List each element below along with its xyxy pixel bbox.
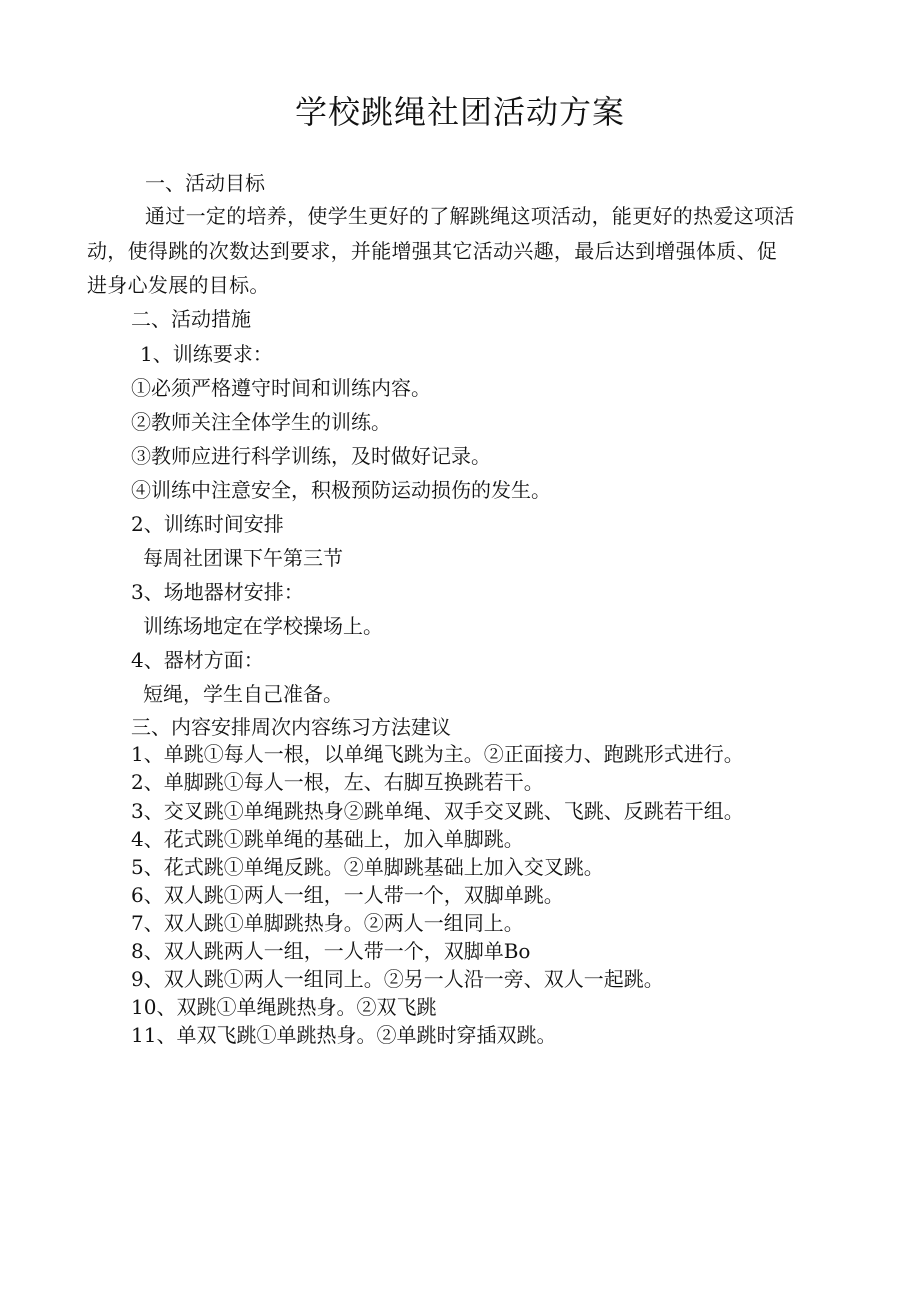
list-item: 9、双人跳①两人一组同上。②另一人沿一旁、双人一起跳。: [131, 967, 664, 991]
subsection-text: 每周社团课下午第三节: [143, 546, 343, 570]
list-item: 7、双人跳①单脚跳热身。②两人一组同上。: [131, 911, 524, 935]
list-item: 2、单脚跳①每人一根，左、右脚互换跳若干。: [131, 770, 544, 794]
subsection-text: 训练场地定在学校操场上。: [143, 614, 383, 638]
paragraph-line: 进身心发展的目标。: [87, 273, 270, 297]
list-item: 10、双跳①单绳跳热身。②双飞跳: [131, 995, 437, 1019]
subsection-heading: 3、场地器材安排：: [131, 580, 304, 604]
paragraph-line: 通过一定的培养，使学生更好的了解跳绳这项活动，能更好的热爱这项活: [145, 204, 795, 228]
list-item: 8、双人跳两人一组，一人带一个，双脚单Bo: [131, 939, 531, 963]
list-item: 11、单双飞跳①单跳热身。②单跳时穿插双跳。: [131, 1023, 557, 1047]
subsection-heading: 2、训练时间安排: [131, 512, 284, 536]
list-item: 3、交叉跳①单绳跳热身②跳单绳、双手交叉跳、飞跳、反跳若干组。: [131, 799, 744, 823]
list-item: 1、单跳①每人一根，以单绳飞跳为主。②正面接力、跑跳形式进行。: [131, 742, 744, 766]
section-heading-measures: 二、活动措施: [131, 307, 251, 331]
document-title: 学校跳绳社团活动方案: [294, 93, 625, 131]
list-item: 6、双人跳①两人一组，一人带一个，双脚单跳。: [131, 883, 564, 907]
subsection-text: 短绳，学生自己准备。: [143, 682, 343, 706]
list-item: ④训练中注意安全，积极预防运动损伤的发生。: [131, 478, 551, 502]
list-item: 4、花式跳①跳单绳的基础上，加入单脚跳。: [131, 827, 524, 851]
paragraph-line: 动，使得跳的次数达到要求，并能增强其它活动兴趣，最后达到增强体质、促: [87, 239, 778, 263]
subsection-heading: 4、器材方面：: [131, 648, 264, 672]
subsection-heading: 1、训练要求：: [140, 342, 273, 366]
list-item: ③教师应进行科学训练，及时做好记录。: [131, 444, 491, 468]
section-heading-content: 三、内容安排周次内容练习方法建议: [131, 715, 451, 739]
section-heading-goals: 一、活动目标: [145, 171, 265, 195]
list-item: ②教师关注全体学生的训练。: [131, 410, 391, 434]
list-item: 5、花式跳①单绳反跳。②单脚跳基础上加入交叉跳。: [131, 855, 604, 879]
list-item: ①必须严格遵守时间和训练内容。: [131, 376, 431, 400]
